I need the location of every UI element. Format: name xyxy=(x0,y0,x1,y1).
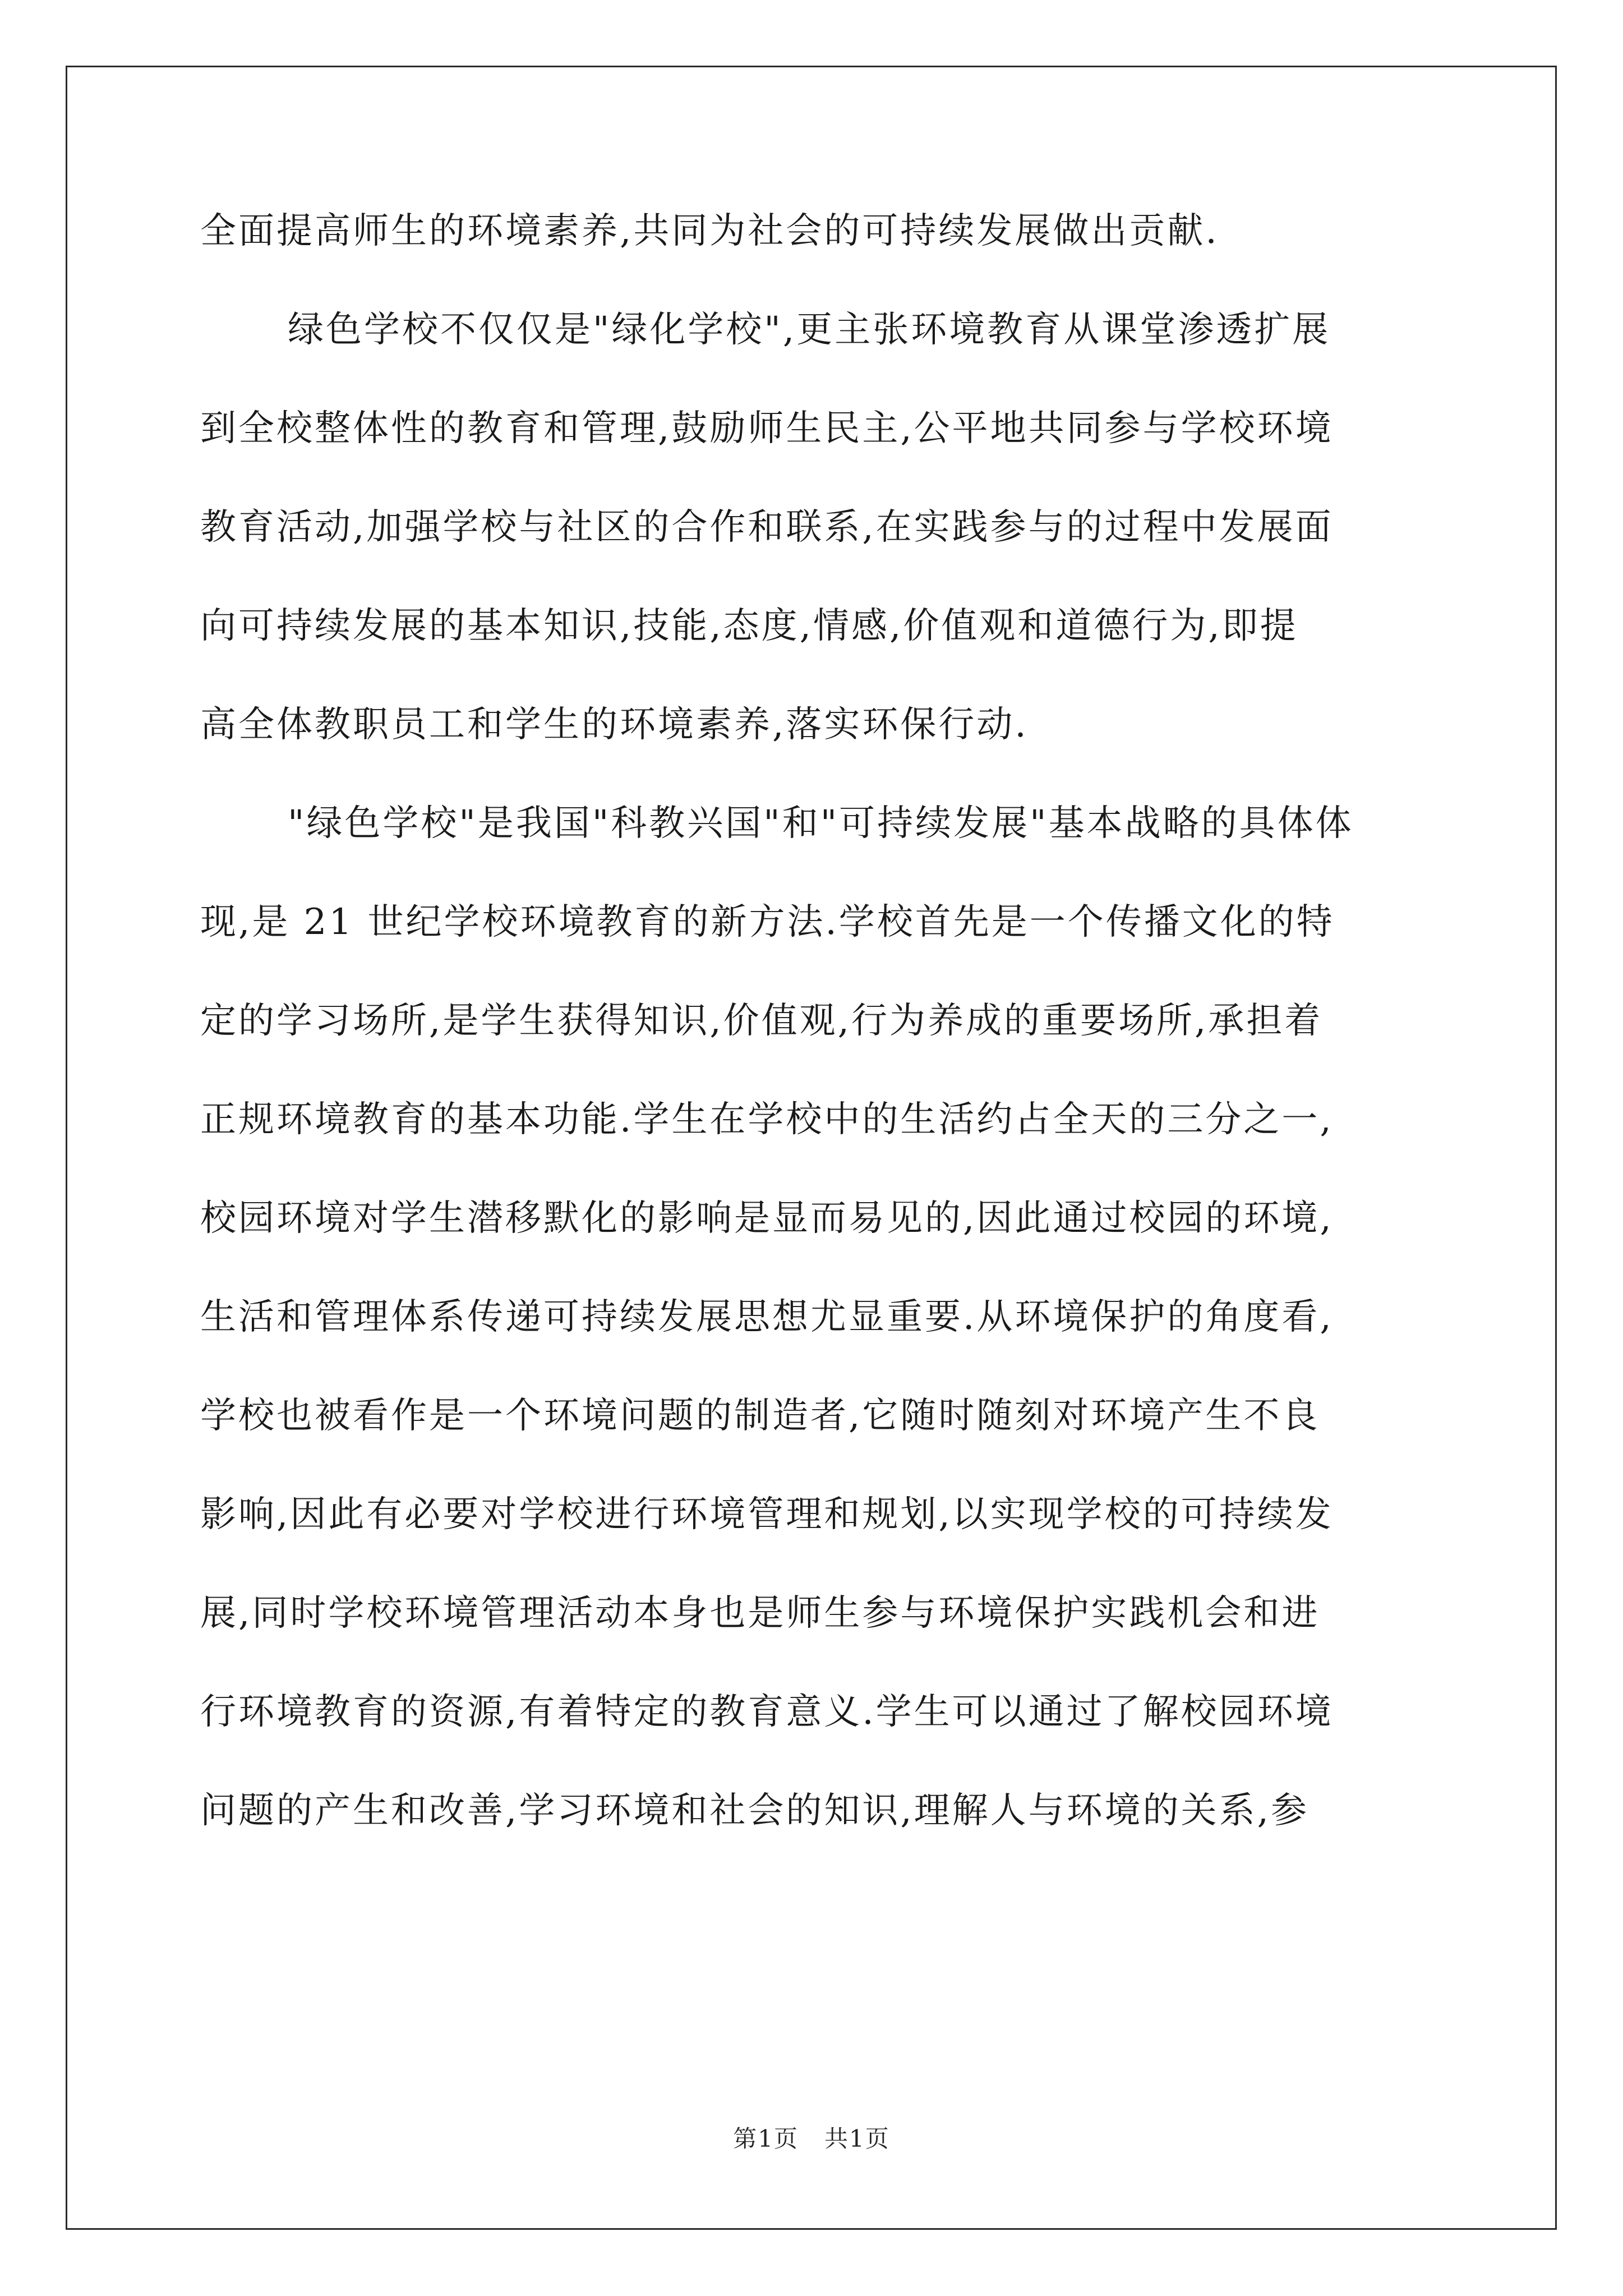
page-number-total: 共1页 xyxy=(824,2125,890,2152)
text-line-13: 学校也被看作是一个环境问题的制造者,它随时随刻对环境产生不良 xyxy=(200,1395,1320,1437)
text-line-3: 到全校整体性的教育和管理,鼓励师生民主,公平地共同参与学校环境 xyxy=(200,408,1334,449)
text-line-16: 行环境教育的资源,有着特定的教育意义.学生可以通过了解校园环境 xyxy=(200,1691,1334,1733)
text-line-14: 影响,因此有必要对学校进行环境管理和规划,以实现学校的可持续发 xyxy=(200,1494,1334,1535)
text-line-17: 问题的产生和改善,学习环境和社会的知识,理解人与环境的关系,参 xyxy=(200,1790,1310,1832)
text-line-7: "绿色学校"是我国"科教兴国"和"可持续发展"基本战略的具体体 xyxy=(288,803,1354,844)
text-line-5: 向可持续发展的基本知识,技能,态度,情感,价值观和道德行为,即提 xyxy=(200,605,1298,647)
text-line-11: 校园环境对学生潜移默化的影响是显而易见的,因此通过校园的环境, xyxy=(200,1198,1334,1239)
text-line-9: 定的学习场所,是学生获得知识,价值观,行为养成的重要场所,承担着 xyxy=(200,1000,1323,1042)
text-line-2: 绿色学校不仅仅是"绿化学校",更主张环境教育从课堂渗透扩展 xyxy=(288,309,1331,351)
text-line-10: 正规环境教育的基本功能.学生在学校中的生活约占全天的三分之一, xyxy=(200,1099,1334,1140)
text-line-15: 展,同时学校环境管理活动本身也是师生参与环境保护实践机会和进 xyxy=(200,1593,1320,1634)
text-line-8: 现,是 21 世纪学校环境教育的新方法.学校首先是一个传播文化的特 xyxy=(200,901,1335,943)
text-line-6: 高全体教职员工和学生的环境素养,落实环保行动. xyxy=(200,704,1029,746)
text-line-4: 教育活动,加强学校与社区的合作和联系,在实践参与的过程中发展面 xyxy=(200,507,1334,548)
text-line-1: 全面提高师生的环境素养,共同为社会的可持续发展做出贡献. xyxy=(200,210,1219,252)
document-body xyxy=(200,210,1428,1892)
page-number-current: 第1页 xyxy=(733,2125,799,2152)
page-footer xyxy=(0,2127,1623,2151)
text-line-12: 生活和管理体系传递可持续发展思想尤显重要.从环境保护的角度看, xyxy=(200,1296,1334,1338)
